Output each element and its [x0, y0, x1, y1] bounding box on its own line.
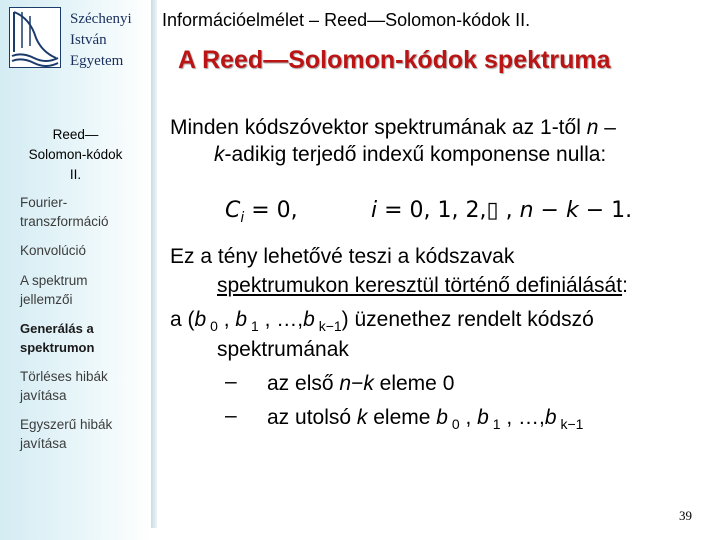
nav-item-generalas[interactable]: Generálás a spektrumon: [20, 321, 95, 355]
university-logo-icon: [9, 7, 61, 68]
university-name: Széchenyi István Egyetem: [70, 11, 132, 69]
paragraph-2-line-2: spektrumukon keresztül történő definiálását:: [217, 274, 628, 297]
slide-title: A Reed—Solomon-kódok spektruma: [178, 46, 611, 74]
paragraph-2-line-3: a (b $_0$ , b $_1$ , …,b $_{k-1}$) üzenethez rendelt kódszó: [170, 308, 594, 334]
page-number: 39: [679, 508, 692, 523]
paragraph-2-line-4: spektrumának: [217, 338, 349, 361]
nav-item-spektrum-jellemzoi[interactable]: A spektrum jellemzői: [20, 273, 88, 307]
bullet-2: az utolsó k eleme b $_0$ , b $_1$ , …,b $_{k-1}$: [267, 406, 584, 432]
nav-item-torleses-hibak[interactable]: Törléses hibák javítása: [20, 369, 108, 403]
bullet-dash-1: –: [225, 370, 237, 393]
nav-item-fourier[interactable]: Fourier- transzformáció: [20, 195, 109, 229]
bullet-dash-2: –: [225, 404, 237, 427]
formula-rhs: i = 0, 1, 2,▯ , n − k − 1.: [371, 198, 633, 223]
paragraph-1-line-1: Minden kódszóvektor spektrumának az 1-től n –: [170, 116, 616, 139]
nav-item-konvolucio[interactable]: Konvolúció: [20, 243, 87, 258]
paragraph-2-line-1: Ez a tény lehetővé teszi a kódszavak: [170, 245, 515, 268]
nav-item-egyszeru-hibak[interactable]: Egyszerű hibák javítása: [20, 417, 113, 451]
current-section: Reed— Solomon-kódok II.: [28, 127, 123, 182]
bullet-1: az első n−k eleme 0: [267, 372, 455, 395]
course-title: Információelmélet – Reed—Solomon-kódok II.: [162, 10, 531, 30]
paragraph-1-line-2: k-adikig terjedő indexű komponense nulla:: [214, 143, 607, 166]
formula-lhs: $C_i = 0$,: [225, 198, 298, 226]
sidebar-divider: [151, 0, 157, 528]
sidebar: [0, 0, 151, 540]
